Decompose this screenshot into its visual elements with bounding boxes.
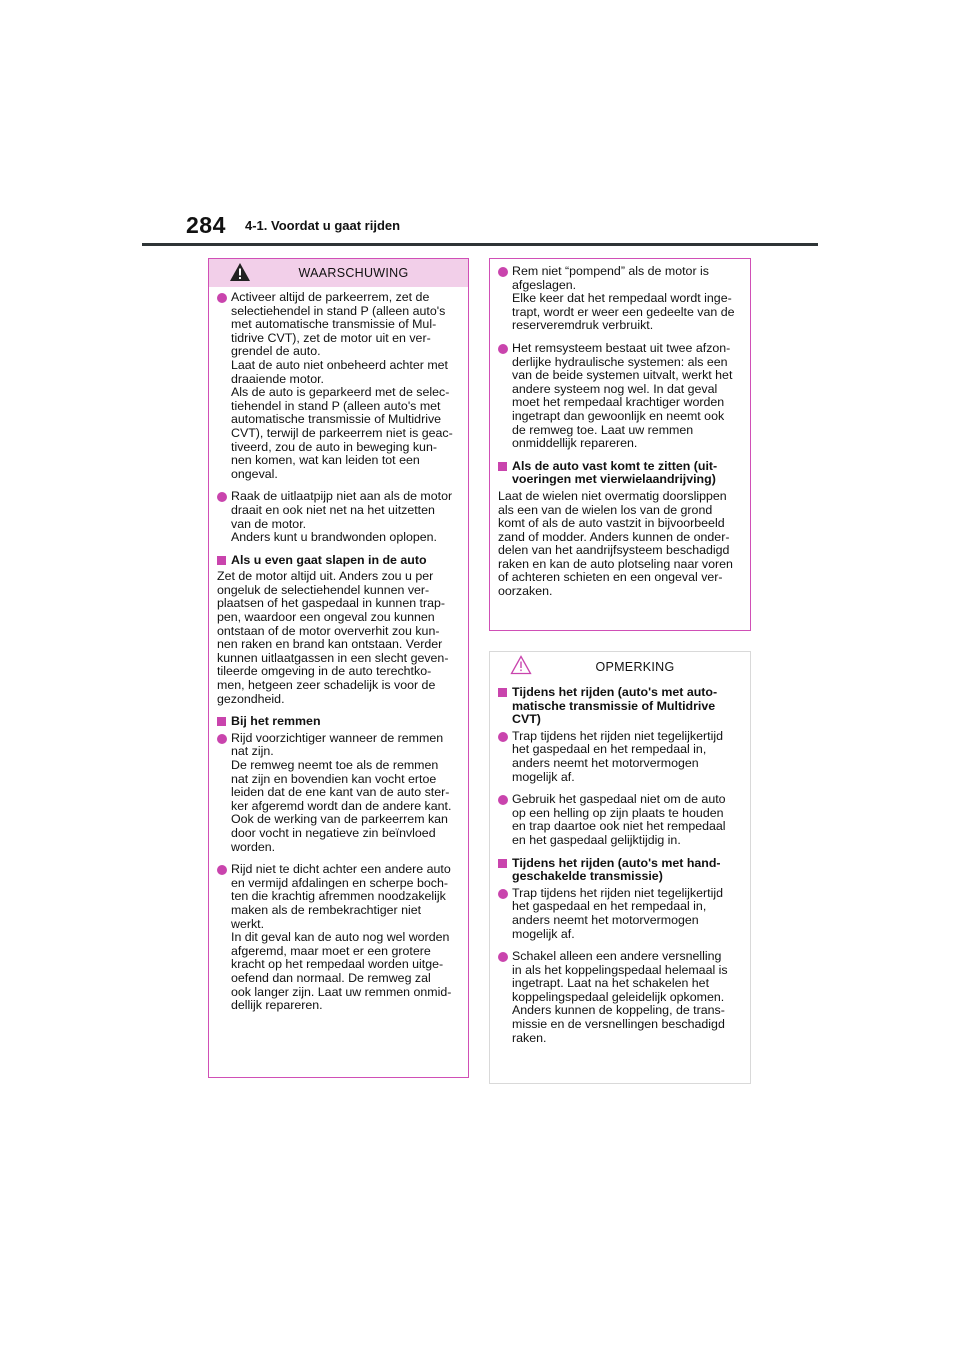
list-item-text: Activeer altijd de parkeerrem, zet de selectiehendel in stand P (alleen auto's met automatische transmissie of Mul- tidrive CVT), zet de motor uit en ver- grendel de auto. Laat de auto niet onbeheerd achter met draaiende motor. Als de auto is geparkeerd met de selec- tiehendel in stand P (alleen auto's met automatische transmissie of Multidrive CVT), terwijl de parkeerrem niet is geac- tiveerd, zou de auto in beweging kun- nen komen, wat kan leiden tot een ongeval.: [231, 290, 453, 481]
list-item: [217, 490, 461, 544]
paragraph-sleep: Zet de motor altijd uit. Anders zou u per ongeluk de selectiehendel kunnen ver- plaatsen of het gaspedaal in kunnen trap- pen, waardoor een ongeval zou kunnen ontstaan of de motor oververhit zou kun- nen raken en brand kan ontstaan. Verder kunnen uitlaatgassen in een slecht geven- tileerde omgeving in de auto terechtko- men, hetgeen zeer schadelijk is voor de gezondheid.: [217, 569, 449, 706]
list-item-text: Rijd niet te dicht achter een andere auto en vermijd afdalingen en scherpe boch- ten die krachtig afremmen noodzakelijk maken als de rembekrachtiger niet werkt. In dit geval kan de auto nog wel worden afgeremd, maar moet er een grotere kracht op het rempedaal worden uitge- oefend dan normaal. De remweg zal ook langer zijn. Laat uw remmen onmid- dellijk repareren.: [231, 862, 452, 1013]
notice-box: [489, 651, 751, 1084]
square-bullet-icon: [498, 859, 507, 868]
subheading-auto: [498, 686, 743, 727]
list-item-text: Raak de uitlaatpijp niet aan als de motor draait en ook niet net na het uitzetten van de motor. Anders kunt u brandwonden oplopen.: [231, 489, 453, 545]
section-title: 4-1. Voordat u gaat rijden: [245, 218, 401, 233]
subheading-text: Als de auto vast komt te zitten (uit- voeringen met vierwielaandrijving): [512, 458, 718, 487]
header-divider: [142, 243, 818, 246]
warning-title: WAARSCHUWING: [298, 266, 409, 280]
list-item-text: Schakel alleen een andere versnelling in als het koppelingspedaal helemaal is ingetrapt. Laat na het schakelen het koppelingspedaal geleidelijk opkomen. Anders kunnen de koppeling, de trans- missie en de versnellingen beschadigd raken.: [512, 949, 728, 1045]
subheading-text: Tijdens het rijden (auto's met auto- matische transmissie of Multidrive CVT): [512, 685, 718, 727]
subheading-brake: [217, 715, 461, 729]
list-item: [217, 291, 461, 481]
list-item-text: Rijd voorzichtiger wanneer de remmen nat zijn. De remweg neemt toe als de remmen nat zijn en bovendien kan vocht ertoe leiden dat de ene kant van de auto ster- ker afgeremd wordt dan de andere kant. Ook de werking van de parkeerrem kan door vocht in negatieve zin beïnvloed worden.: [231, 730, 452, 854]
bullet-icon: [498, 267, 508, 277]
notice-title: OPMERKING: [595, 660, 675, 674]
bullet-icon: [498, 732, 508, 742]
list-item-text: Trap tijdens het rijden niet tegelijkertijd het gaspedaal en het rempedaal in, anders neemt het motorvermogen mogelijk af.: [512, 728, 723, 784]
page-number: 284: [186, 212, 226, 238]
notice-content: [490, 682, 750, 1045]
warning-continuation-content: [490, 261, 750, 599]
subheading-sleep: [217, 554, 461, 568]
bullet-icon: [217, 734, 227, 744]
list-item-text: Rem niet “pompend” als de motor is afgeslagen. Elke keer dat het rempedaal wordt inge- trapt, wordt er weer een gedeelte van de reserveremdruk verbruikt.: [512, 264, 735, 333]
bullet-icon: [498, 344, 508, 354]
bullet-icon: [217, 293, 227, 303]
list-item-text: Gebruik het gaspedaal niet om de auto op een helling op zijn plaats te houden en trap daartoe ook niet het rempedaal en het gaspedaal gelijktijdig in.: [512, 792, 726, 847]
subheading-stuck: [498, 460, 743, 487]
bullet-icon: [498, 795, 508, 805]
list-item: [217, 863, 461, 1013]
warning-box: [208, 258, 469, 1078]
bullet-icon: [498, 889, 508, 899]
warning-content: [209, 287, 468, 1013]
list-item: [498, 887, 743, 941]
warning-continuation-box: [489, 258, 751, 631]
notice-header: [490, 652, 750, 682]
paragraph-stuck: Laat de wielen niet overmatig doorslippen als een van de wielen los van de grond komt of als de auto vastzit in bijvoorbeeld zand of modder. Anders kunnen de onder- delen van het aandrijfsysteem beschadigd raken en kan de auto plotseling naar voren of achteren schieten en een ongeval ver- oorzaken.: [498, 488, 733, 599]
list-item: [498, 342, 743, 451]
square-bullet-icon: [498, 462, 507, 471]
square-bullet-icon: [217, 556, 226, 565]
bullet-icon: [498, 952, 508, 962]
subheading-manual: [498, 857, 743, 884]
warning-triangle-icon: [229, 262, 251, 282]
bullet-icon: [217, 865, 227, 875]
square-bullet-icon: [217, 717, 226, 726]
subheading-text: Bij het remmen: [231, 714, 321, 729]
list-item: [498, 793, 743, 847]
list-item-text: Trap tijdens het rijden niet tegelijkertijd het gaspedaal en het rempedaal in, anders neemt het motorvermogen mogelijk af.: [512, 885, 723, 941]
list-item: [217, 732, 461, 854]
subheading-text: Tijdens het rijden (auto's met hand- geschakelde transmissie): [512, 855, 721, 884]
subheading-text: Als u even gaat slapen in de auto: [231, 552, 427, 567]
list-item-text: Het remsysteem bestaat uit twee afzon- derlijke hydraulische systemen: als een van de beide systemen uitvalt, werkt het andere systeem nog wel. In dat geval moet het rempedaal krachtiger worden ingetrapt dan gewoonlijk en neemt ook de remweg toe. Laat uw remmen onmiddellijk repareren.: [512, 340, 733, 451]
list-item: [498, 730, 743, 784]
square-bullet-icon: [498, 688, 507, 697]
bullet-icon: [217, 492, 227, 502]
list-item: [498, 950, 743, 1045]
warning-header: [209, 259, 468, 287]
notice-triangle-icon: [510, 655, 532, 675]
list-item: [498, 265, 743, 333]
